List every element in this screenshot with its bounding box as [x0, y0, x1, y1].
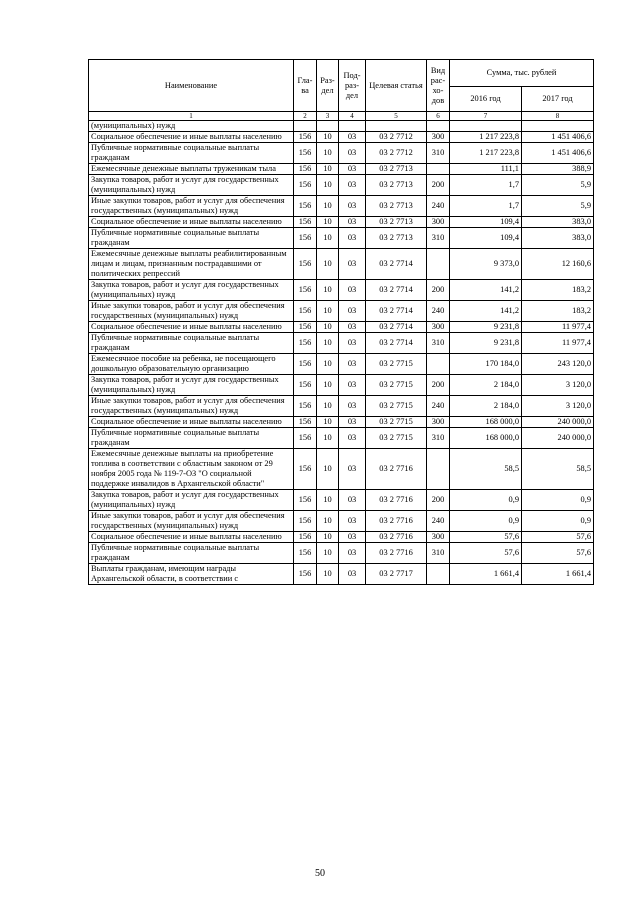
- cell-podrazdel: 03: [339, 301, 366, 322]
- cell-podrazdel: 03: [339, 417, 366, 428]
- table-row: [89, 449, 594, 490]
- cell-podrazdel: 03: [339, 396, 366, 417]
- cell-target: 03 2 7714: [366, 301, 427, 322]
- cell-razdel: 10: [317, 375, 339, 396]
- cell-target: 03 2 7716: [366, 490, 427, 511]
- cell-razdel: 10: [317, 333, 339, 354]
- cell-name: Закупка товаров, работ и услуг для государственных (муниципальных) нужд: [89, 490, 294, 511]
- table-row: [89, 217, 594, 228]
- cell-podrazdel: 03: [339, 164, 366, 175]
- column-number: 8: [522, 112, 594, 121]
- cell-glava: 156: [294, 417, 317, 428]
- cell-vid: 240: [427, 301, 450, 322]
- cell-razdel: 10: [317, 301, 339, 322]
- cell-podrazdel: 03: [339, 333, 366, 354]
- cell-name: Социальное обеспечение и иные выплаты населению: [89, 217, 294, 228]
- cell-razdel: 10: [317, 175, 339, 196]
- cell-name: Закупка товаров, работ и услуг для государственных (муниципальных) нужд: [89, 375, 294, 396]
- cell-amount-2017: 58,5: [522, 449, 594, 490]
- cell-target: 03 2 7715: [366, 428, 427, 449]
- table-row: [89, 249, 594, 280]
- cell-target: 03 2 7713: [366, 164, 427, 175]
- cell-target: [366, 121, 427, 132]
- cell-razdel: 10: [317, 449, 339, 490]
- cell-amount-2017: 57,6: [522, 532, 594, 543]
- cell-target: 03 2 7712: [366, 132, 427, 143]
- cell-target: 03 2 7714: [366, 249, 427, 280]
- cell-target: 03 2 7716: [366, 543, 427, 564]
- cell-name: Ежемесячное пособие на ребенка, не посещающего дошкольную образовательную организацию: [89, 354, 294, 375]
- table-row: [89, 375, 594, 396]
- cell-podrazdel: 03: [339, 543, 366, 564]
- cell-glava: 156: [294, 428, 317, 449]
- cell-target: 03 2 7715: [366, 354, 427, 375]
- cell-vid: 200: [427, 490, 450, 511]
- cell-amount-2016: 141,2: [450, 280, 522, 301]
- cell-amount-2017: 240 000,0: [522, 417, 594, 428]
- cell-vid: [427, 354, 450, 375]
- cell-podrazdel: 03: [339, 228, 366, 249]
- column-number: 1: [89, 112, 294, 121]
- cell-amount-2016: 0,9: [450, 490, 522, 511]
- table-row: [89, 428, 594, 449]
- cell-vid: [427, 121, 450, 132]
- cell-vid: [427, 564, 450, 585]
- table-row: [89, 228, 594, 249]
- table-row: [89, 417, 594, 428]
- header-name: Наименование: [89, 60, 294, 112]
- table-row: [89, 543, 594, 564]
- cell-amount-2016: 111,1: [450, 164, 522, 175]
- cell-amount-2017: 5,9: [522, 196, 594, 217]
- cell-podrazdel: 03: [339, 322, 366, 333]
- cell-vid: 300: [427, 417, 450, 428]
- cell-name: Ежемесячные денежные выплаты на приобретение топлива в соответствии с областным законом от 29 ноября 2005 года № 119-7-ОЗ "О социальной поддержке инвалидов в Архангельской области": [89, 449, 294, 490]
- cell-amount-2016: 57,6: [450, 532, 522, 543]
- cell-podrazdel: 03: [339, 217, 366, 228]
- cell-amount-2016: [450, 121, 522, 132]
- cell-target: 03 2 7713: [366, 217, 427, 228]
- cell-amount-2016: 1 217 223,8: [450, 143, 522, 164]
- cell-target: 03 2 7713: [366, 175, 427, 196]
- cell-amount-2016: 2 184,0: [450, 396, 522, 417]
- cell-amount-2016: 58,5: [450, 449, 522, 490]
- cell-podrazdel: 03: [339, 280, 366, 301]
- cell-name: Иные закупки товаров, работ и услуг для обеспечения государственных (муниципальных) нужд: [89, 396, 294, 417]
- cell-glava: 156: [294, 280, 317, 301]
- cell-glava: 156: [294, 217, 317, 228]
- cell-glava: 156: [294, 249, 317, 280]
- table-row: [89, 121, 594, 132]
- cell-amount-2016: 57,6: [450, 543, 522, 564]
- cell-glava: 156: [294, 322, 317, 333]
- cell-glava: 156: [294, 449, 317, 490]
- budget-table: [88, 59, 594, 585]
- cell-glava: 156: [294, 175, 317, 196]
- cell-razdel: 10: [317, 322, 339, 333]
- cell-amount-2016: 9 231,8: [450, 333, 522, 354]
- column-number: 6: [427, 112, 450, 121]
- header-year-2017: 2017 год: [522, 87, 594, 112]
- cell-name: Публичные нормативные социальные выплаты гражданам: [89, 333, 294, 354]
- header-year-2016: 2016 год: [450, 87, 522, 112]
- column-number-row: [89, 112, 594, 121]
- cell-podrazdel: 03: [339, 354, 366, 375]
- table-row: [89, 196, 594, 217]
- cell-amount-2016: 0,9: [450, 511, 522, 532]
- cell-target: 03 2 7716: [366, 511, 427, 532]
- cell-glava: 156: [294, 354, 317, 375]
- column-number: 7: [450, 112, 522, 121]
- cell-vid: 200: [427, 280, 450, 301]
- cell-razdel: [317, 121, 339, 132]
- table-row: [89, 175, 594, 196]
- table-row: [89, 564, 594, 585]
- cell-amount-2017: 0,9: [522, 511, 594, 532]
- cell-amount-2016: 168 000,0: [450, 428, 522, 449]
- table-row: [89, 333, 594, 354]
- cell-target: 03 2 7717: [366, 564, 427, 585]
- cell-vid: [427, 164, 450, 175]
- cell-amount-2016: 141,2: [450, 301, 522, 322]
- cell-amount-2016: 9 373,0: [450, 249, 522, 280]
- cell-vid: 240: [427, 396, 450, 417]
- cell-glava: 156: [294, 564, 317, 585]
- header-glava: Гла- ва: [294, 60, 317, 112]
- cell-podrazdel: 03: [339, 564, 366, 585]
- cell-vid: 300: [427, 322, 450, 333]
- cell-glava: 156: [294, 375, 317, 396]
- cell-amount-2017: 1 661,4: [522, 564, 594, 585]
- cell-target: 03 2 7713: [366, 196, 427, 217]
- column-number: 4: [339, 112, 366, 121]
- cell-vid: [427, 449, 450, 490]
- cell-amount-2016: 9 231,8: [450, 322, 522, 333]
- cell-glava: 156: [294, 543, 317, 564]
- cell-vid: 200: [427, 175, 450, 196]
- cell-vid: 310: [427, 333, 450, 354]
- cell-vid: 310: [427, 428, 450, 449]
- cell-target: 03 2 7716: [366, 532, 427, 543]
- cell-razdel: 10: [317, 564, 339, 585]
- cell-glava: 156: [294, 511, 317, 532]
- cell-glava: 156: [294, 532, 317, 543]
- cell-amount-2016: 1,7: [450, 196, 522, 217]
- cell-podrazdel: 03: [339, 511, 366, 532]
- column-number: 2: [294, 112, 317, 121]
- cell-razdel: 10: [317, 396, 339, 417]
- cell-amount-2017: 3 120,0: [522, 396, 594, 417]
- cell-glava: 156: [294, 228, 317, 249]
- cell-amount-2017: 383,0: [522, 228, 594, 249]
- table-row: [89, 396, 594, 417]
- table-row: [89, 354, 594, 375]
- cell-name: Выплаты гражданам, имеющим награды Архангельской области, в соответствии с: [89, 564, 294, 585]
- cell-amount-2017: 243 120,0: [522, 354, 594, 375]
- cell-amount-2017: 12 160,6: [522, 249, 594, 280]
- header-sum: Сумма, тыс. рублей: [450, 60, 594, 87]
- table-row: [89, 511, 594, 532]
- cell-target: 03 2 7714: [366, 322, 427, 333]
- table-row: [89, 143, 594, 164]
- cell-vid: 300: [427, 217, 450, 228]
- cell-razdel: 10: [317, 143, 339, 164]
- cell-podrazdel: 03: [339, 143, 366, 164]
- cell-glava: 156: [294, 164, 317, 175]
- cell-name: Иные закупки товаров, работ и услуг для обеспечения государственных (муниципальных) нужд: [89, 301, 294, 322]
- cell-name: Социальное обеспечение и иные выплаты населению: [89, 322, 294, 333]
- table-body: [89, 121, 594, 585]
- cell-vid: 310: [427, 543, 450, 564]
- cell-podrazdel: 03: [339, 532, 366, 543]
- cell-amount-2017: 383,0: [522, 217, 594, 228]
- cell-razdel: 10: [317, 196, 339, 217]
- cell-razdel: 10: [317, 217, 339, 228]
- cell-name: Публичные нормативные социальные выплаты гражданам: [89, 143, 294, 164]
- table-row: [89, 322, 594, 333]
- cell-amount-2017: 1 451 406,6: [522, 132, 594, 143]
- cell-razdel: 10: [317, 490, 339, 511]
- cell-glava: [294, 121, 317, 132]
- cell-razdel: 10: [317, 249, 339, 280]
- cell-amount-2017: 5,9: [522, 175, 594, 196]
- cell-target: 03 2 7716: [366, 449, 427, 490]
- cell-name: Иные закупки товаров, работ и услуг для обеспечения государственных (муниципальных) нужд: [89, 511, 294, 532]
- cell-amount-2016: 109,4: [450, 217, 522, 228]
- cell-razdel: 10: [317, 532, 339, 543]
- header-podrazdel: Под- раз- дел: [339, 60, 366, 112]
- cell-name: Ежемесячные денежные выплаты труженикам тыла: [89, 164, 294, 175]
- cell-amount-2017: 11 977,4: [522, 322, 594, 333]
- cell-glava: 156: [294, 333, 317, 354]
- cell-target: 03 2 7712: [366, 143, 427, 164]
- cell-amount-2016: 168 000,0: [450, 417, 522, 428]
- cell-razdel: 10: [317, 543, 339, 564]
- cell-vid: 240: [427, 511, 450, 532]
- cell-name: Иные закупки товаров, работ и услуг для обеспечения государственных (муниципальных) нужд: [89, 196, 294, 217]
- cell-podrazdel: 03: [339, 490, 366, 511]
- cell-razdel: 10: [317, 428, 339, 449]
- cell-amount-2017: 57,6: [522, 543, 594, 564]
- cell-amount-2017: 0,9: [522, 490, 594, 511]
- cell-amount-2017: 3 120,0: [522, 375, 594, 396]
- cell-name: Социальное обеспечение и иные выплаты населению: [89, 532, 294, 543]
- cell-razdel: 10: [317, 354, 339, 375]
- cell-glava: 156: [294, 301, 317, 322]
- column-number: 5: [366, 112, 427, 121]
- cell-podrazdel: 03: [339, 428, 366, 449]
- cell-glava: 156: [294, 132, 317, 143]
- cell-amount-2017: 11 977,4: [522, 333, 594, 354]
- cell-vid: 200: [427, 375, 450, 396]
- cell-amount-2017: 1 451 406,6: [522, 143, 594, 164]
- page-number: 50: [315, 868, 325, 879]
- cell-name: Публичные нормативные социальные выплаты гражданам: [89, 428, 294, 449]
- cell-name: Публичные нормативные социальные выплаты гражданам: [89, 543, 294, 564]
- cell-podrazdel: 03: [339, 449, 366, 490]
- header-target: Целевая статья: [366, 60, 427, 112]
- cell-amount-2016: 1,7: [450, 175, 522, 196]
- cell-podrazdel: 03: [339, 196, 366, 217]
- cell-razdel: 10: [317, 511, 339, 532]
- cell-amount-2017: 240 000,0: [522, 428, 594, 449]
- cell-vid: 310: [427, 228, 450, 249]
- cell-amount-2017: 183,2: [522, 280, 594, 301]
- cell-name: (муниципальных) нужд: [89, 121, 294, 132]
- cell-podrazdel: 03: [339, 375, 366, 396]
- cell-amount-2017: 183,2: [522, 301, 594, 322]
- cell-podrazdel: 03: [339, 175, 366, 196]
- cell-razdel: 10: [317, 417, 339, 428]
- cell-amount-2017: 388,9: [522, 164, 594, 175]
- cell-name: Закупка товаров, работ и услуг для государственных (муниципальных) нужд: [89, 280, 294, 301]
- cell-podrazdel: 03: [339, 249, 366, 280]
- cell-razdel: 10: [317, 132, 339, 143]
- cell-target: 03 2 7713: [366, 228, 427, 249]
- cell-vid: 300: [427, 532, 450, 543]
- cell-glava: 156: [294, 396, 317, 417]
- table-row: [89, 164, 594, 175]
- cell-vid: 240: [427, 196, 450, 217]
- cell-target: 03 2 7715: [366, 396, 427, 417]
- cell-glava: 156: [294, 196, 317, 217]
- cell-glava: 156: [294, 490, 317, 511]
- cell-amount-2016: 1 661,4: [450, 564, 522, 585]
- cell-target: 03 2 7714: [366, 280, 427, 301]
- cell-amount-2016: 109,4: [450, 228, 522, 249]
- cell-amount-2016: 170 184,0: [450, 354, 522, 375]
- cell-podrazdel: [339, 121, 366, 132]
- cell-glava: 156: [294, 143, 317, 164]
- cell-name: Ежемесячные денежные выплаты реабилитированным лицам и лицам, признанным пострадавшими от политических репрессий: [89, 249, 294, 280]
- cell-razdel: 10: [317, 164, 339, 175]
- table-header: [89, 60, 594, 121]
- cell-name: Социальное обеспечение и иные выплаты населению: [89, 132, 294, 143]
- cell-razdel: 10: [317, 228, 339, 249]
- cell-vid: 300: [427, 132, 450, 143]
- cell-target: 03 2 7714: [366, 333, 427, 354]
- cell-podrazdel: 03: [339, 132, 366, 143]
- table-row: [89, 490, 594, 511]
- cell-target: 03 2 7715: [366, 417, 427, 428]
- header-razdel: Раз- дел: [317, 60, 339, 112]
- table-row: [89, 532, 594, 543]
- cell-target: 03 2 7715: [366, 375, 427, 396]
- cell-name: Публичные нормативные социальные выплаты гражданам: [89, 228, 294, 249]
- table-row: [89, 280, 594, 301]
- cell-amount-2016: 1 217 223,8: [450, 132, 522, 143]
- cell-vid: [427, 249, 450, 280]
- header-vid: Вид рас- хо- дов: [427, 60, 450, 112]
- cell-vid: 310: [427, 143, 450, 164]
- cell-name: Закупка товаров, работ и услуг для государственных (муниципальных) нужд: [89, 175, 294, 196]
- column-number: 3: [317, 112, 339, 121]
- cell-razdel: 10: [317, 280, 339, 301]
- table-row: [89, 301, 594, 322]
- cell-amount-2017: [522, 121, 594, 132]
- table-row: [89, 132, 594, 143]
- cell-amount-2016: 2 184,0: [450, 375, 522, 396]
- cell-name: Социальное обеспечение и иные выплаты населению: [89, 417, 294, 428]
